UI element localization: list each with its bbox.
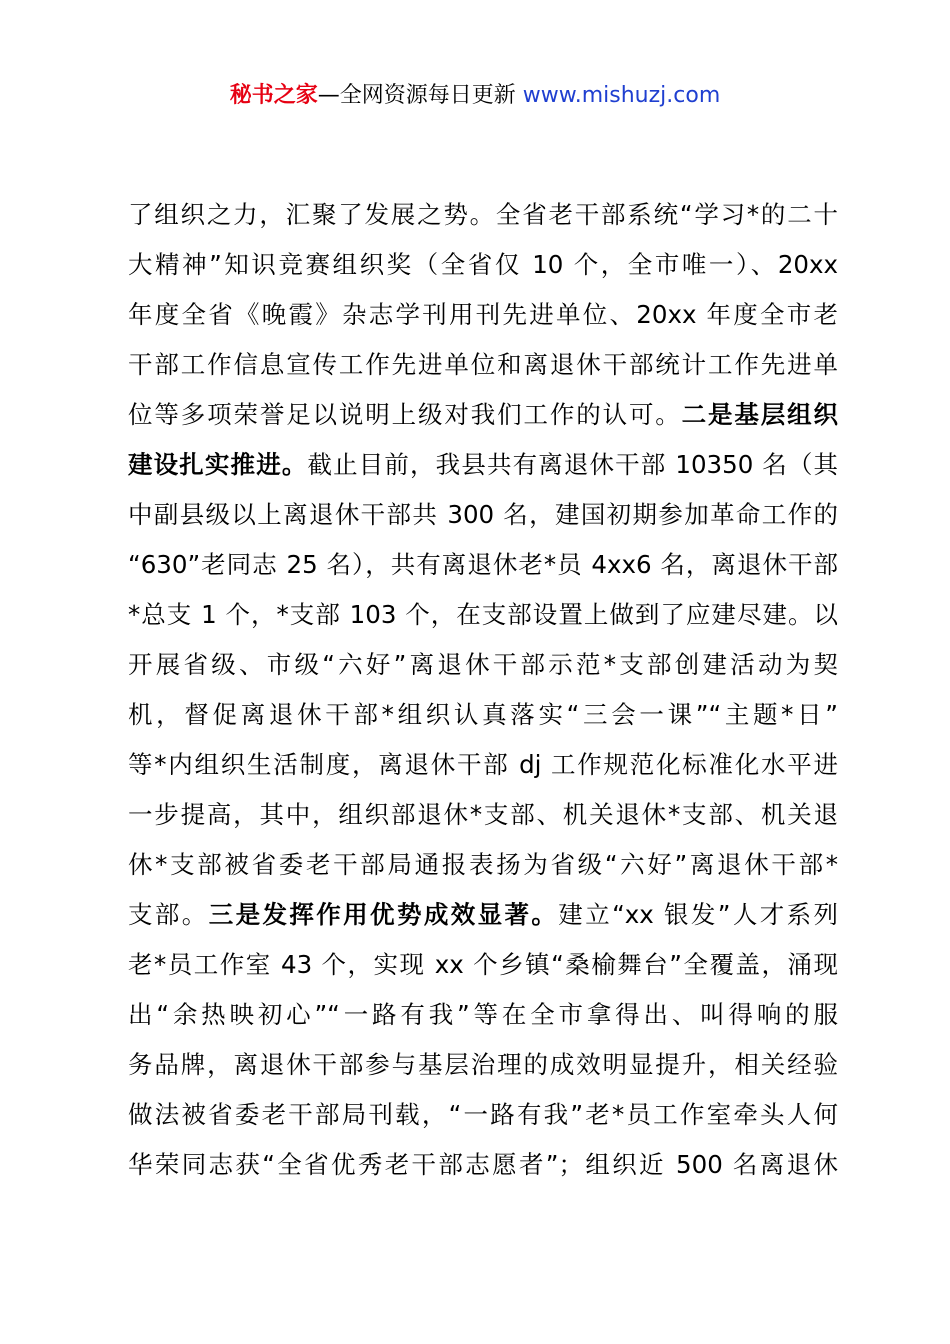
text-line	[128, 940, 838, 990]
text-line	[128, 990, 838, 1040]
text-line	[128, 190, 838, 240]
text-segment: 休*支部被省委老干部局通报表扬为省级“六好”离退休干部*	[128, 850, 838, 879]
text-segment: 等*内组织生活制度，离退休干部 dj 工作规范化标准化水平进	[128, 750, 838, 779]
text-segment: 中副县级以上离退休干部共 300 名，建国初期参加革命工作的	[128, 500, 838, 529]
text-segment: 位等多项荣誉足以说明上级对我们工作的认可。	[128, 400, 682, 429]
text-segment: 一步提高，其中，组织部退休*支部、机关退休*支部、机关退	[128, 800, 838, 829]
text-line	[128, 540, 838, 590]
page-header	[0, 80, 950, 112]
text-line	[128, 740, 838, 790]
text-line	[128, 1090, 838, 1140]
text-line	[128, 1040, 838, 1090]
website-link[interactable]: www.mishuzj.com	[522, 83, 721, 108]
text-segment: 了组织之力，汇聚了发展之势。全省老干部系统“学习*的二十	[128, 200, 838, 229]
text-line	[128, 490, 838, 540]
text-line	[128, 890, 838, 940]
text-segment: 干部工作信息宣传工作先进单位和离退休干部统计工作先进单	[128, 350, 838, 379]
text-segment: 出“余热映初心”“一路有我”等在全市拿得出、叫得响的服	[128, 1000, 838, 1029]
text-segment: 开展省级、市级“六好”离退休干部示范*支部创建活动为契	[128, 650, 838, 679]
text-segment: 机，督促离退休干部*组织认真落实“三会一课”“主题*日”	[128, 700, 838, 729]
text-segment: 年度全省《晚霞》杂志学刊用刊先进单位、20xx 年度全市老	[128, 300, 838, 329]
text-segment: 支部。	[128, 900, 209, 929]
text-segment: 建立“xx 银发”人才系列	[558, 900, 839, 929]
text-segment: 老*员工作室 43 个，实现 xx 个乡镇“桑榆舞台”全覆盖，涌现	[128, 950, 838, 979]
text-line	[128, 440, 838, 490]
text-line	[128, 1140, 838, 1190]
bold-text-segment: 二是基层组织	[681, 400, 838, 429]
document-body	[128, 190, 838, 1190]
brand-name: 秘书之家	[229, 83, 318, 108]
text-segment: 华荣同志获“全省优秀老干部志愿者”；组织近 500 名离退休	[128, 1150, 838, 1179]
text-segment: *总支 1 个，*支部 103 个，在支部设置上做到了应建尽建。以	[128, 600, 838, 629]
text-segment: “630”老同志 25 名），共有离退休老*员 4xx6 名，离退休干部	[128, 550, 838, 579]
text-line	[128, 340, 838, 390]
bold-text-segment: 建设扎实推进。	[128, 450, 308, 479]
text-line	[128, 290, 838, 340]
text-line	[128, 390, 838, 440]
text-line	[128, 240, 838, 290]
text-line	[128, 690, 838, 740]
text-line	[128, 640, 838, 690]
text-segment: 截止目前，我县共有离退休干部 10350 名（其	[307, 450, 839, 479]
text-segment: 务品牌，离退休干部参与基层治理的成效明显提升，相关经验	[128, 1050, 838, 1079]
text-segment: 做法被省委老干部局刊载，“一路有我”老*员工作室牵头人何	[128, 1100, 838, 1129]
bold-text-segment: 三是发挥作用优势成效显著。	[208, 900, 559, 929]
header-tagline: —全网资源每日更新	[317, 83, 523, 108]
text-line	[128, 840, 838, 890]
text-line	[128, 590, 838, 640]
text-segment: 大精神”知识竞赛组织奖（全省仅 10 个，全市唯一）、20xx	[128, 250, 838, 279]
text-line	[128, 790, 838, 840]
